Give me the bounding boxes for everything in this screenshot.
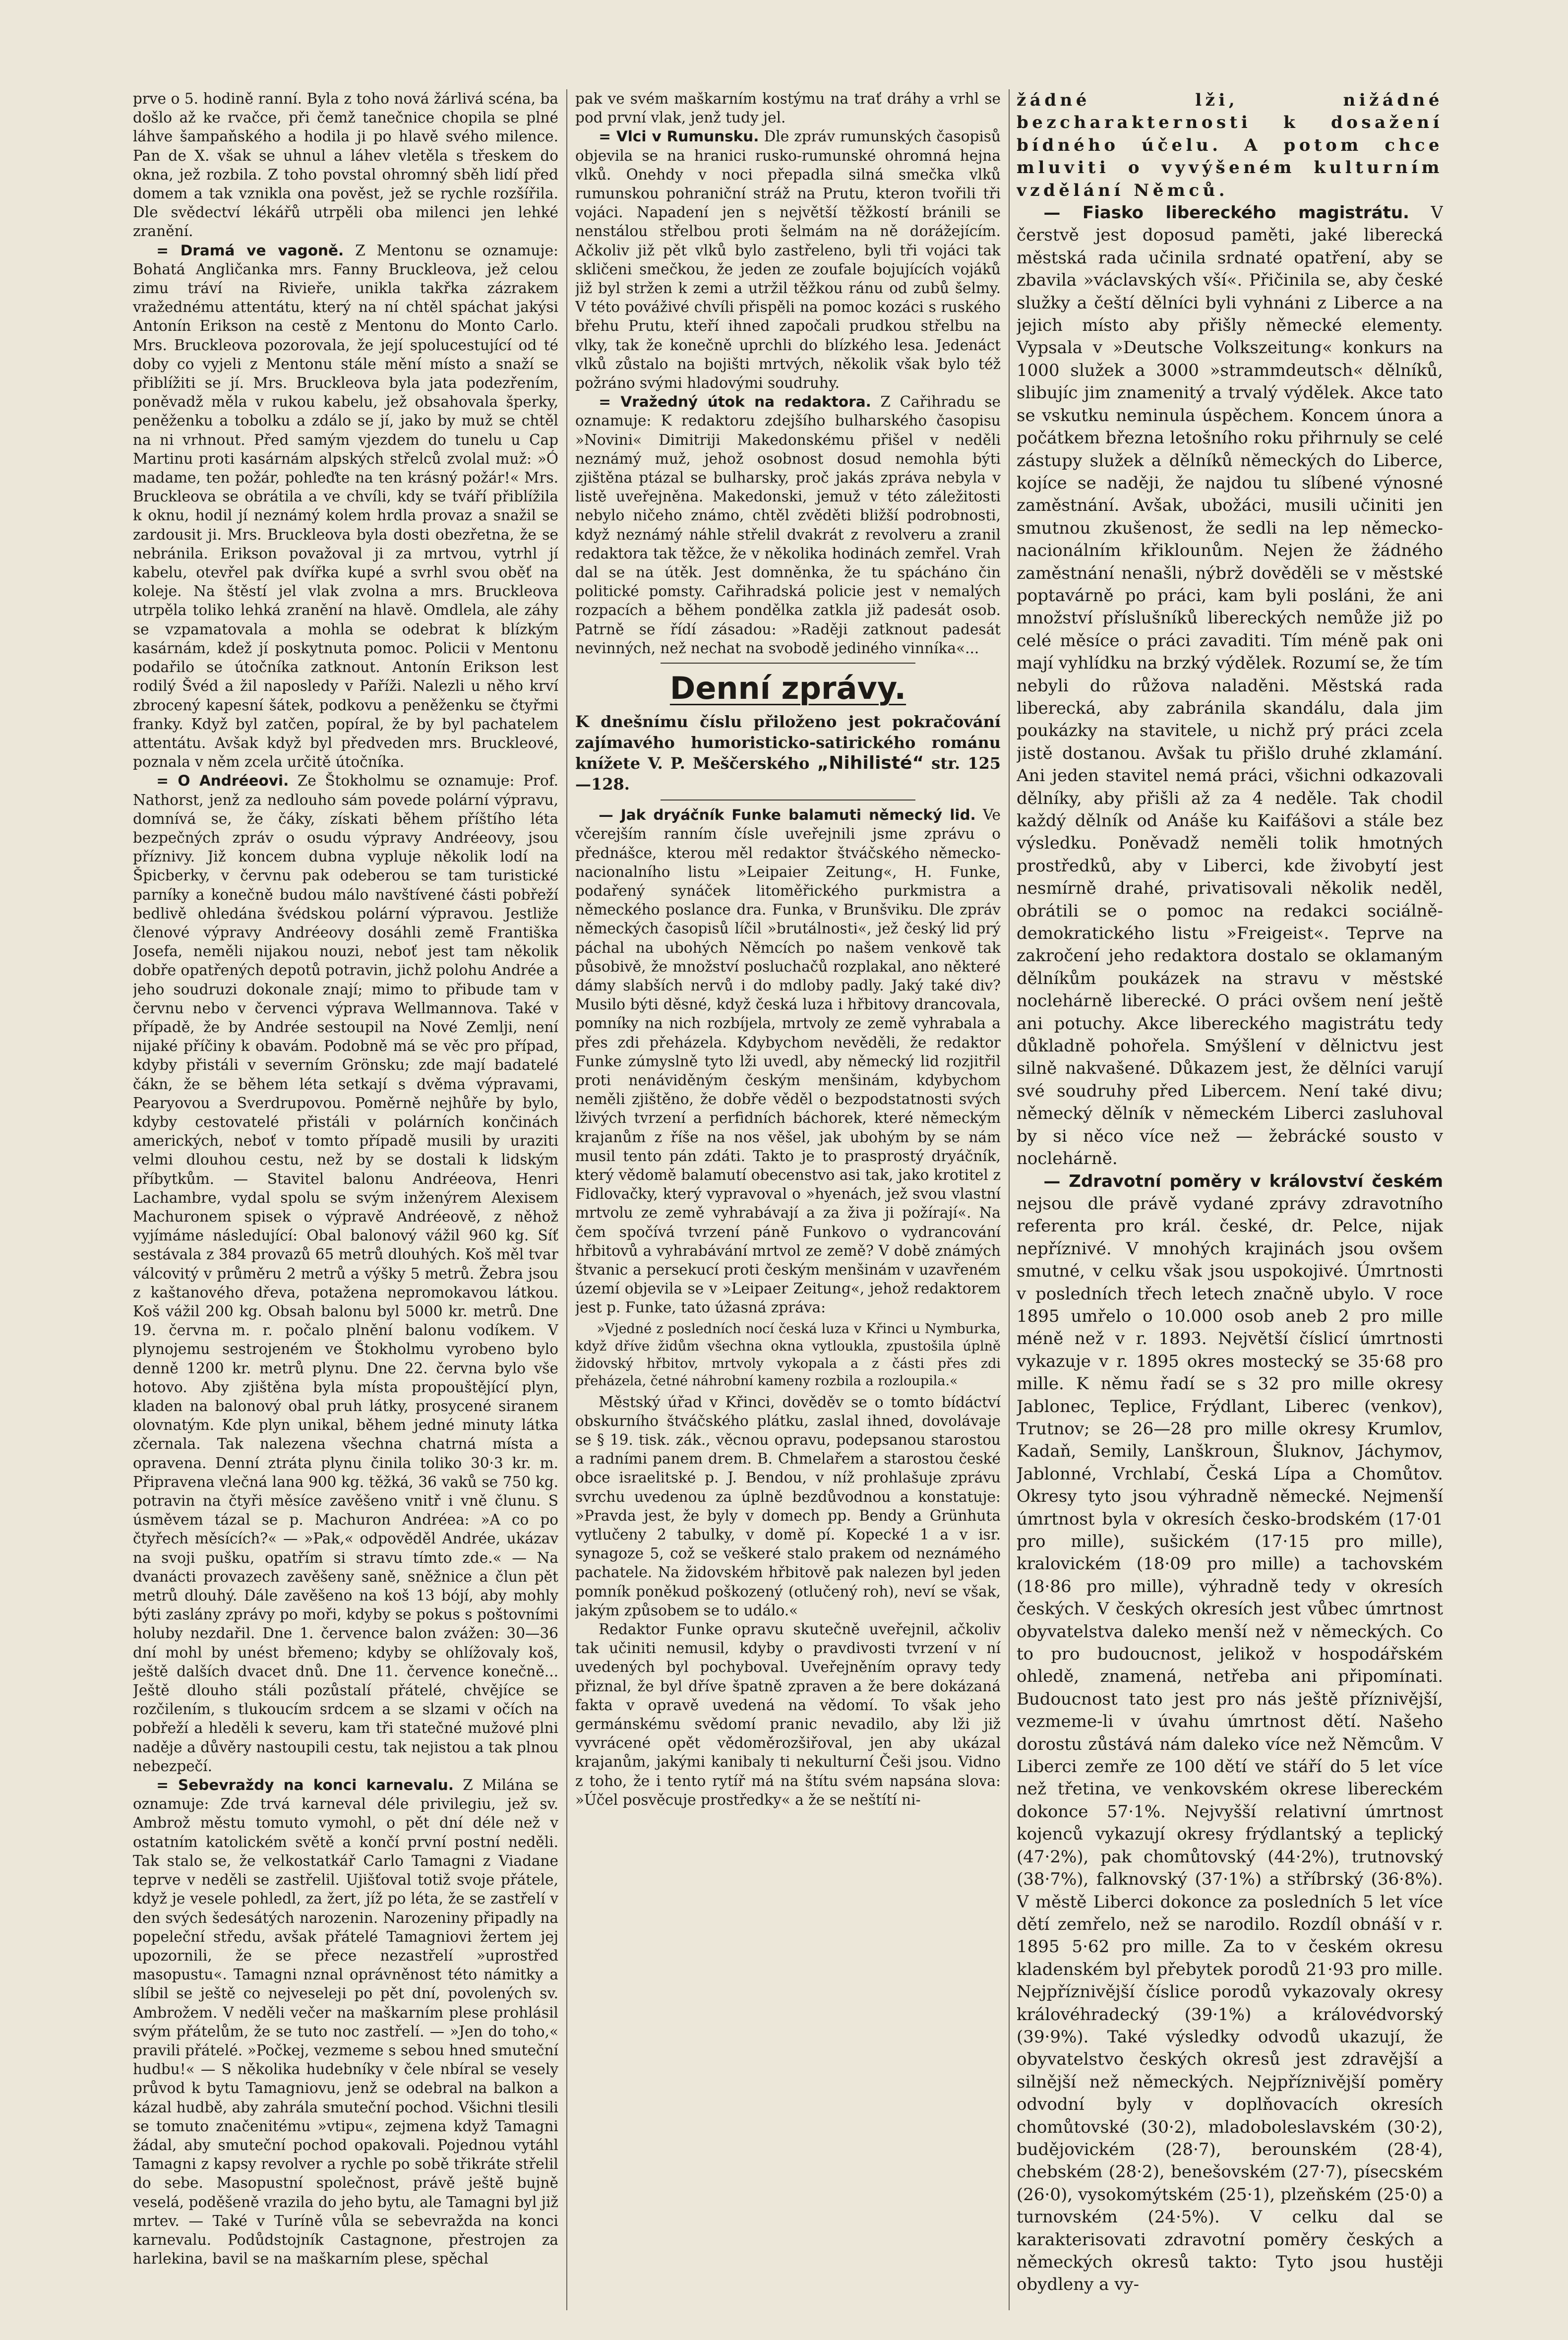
article-body: Z Milána se oznamuje: Zde trvá karneval déle privilegiu, jež sv. Ambrož městu tomuto vymohl, o pět dní déle než v ostatním katolickém světě a končí první postní neděli. Tak stalo se, že velkostatkář Carlo Tamagni z Viadane teprve v neděli se zastřelil. Ujišťoval totiž svoje přátele, když je vesele pohledl, za žert, jíž po léta, že se zastřelí v den svých šedesátých narozenin. Narozeniny připadly na popeleční středu, avšak přátelé Tamagniovi žertem jej upozornili, že se přece nezastřelí »uprostřed masopustu«. Tamagni nznal oprávněnost této námitky a slíbil se ještě co nejveseleji po pět dní, povolených sv. Ambrožem. V neděli večer na maškarním plese prohlásil svým přátelům, že se tuto noc zastřelí. — »Jen do toho,« pravili přátelé. »Počkej, vezmeme s sebou hned smuteční hudbu!« — S několika hudebníky v čele nbíral se vesely průvod k bytu Tamagniovu, jenž se odebral na balkon a kázal hudbě, aby zahrála smuteční pochod. Všichni tlesili se tomuto značenitému »vtipu«, zejmena když Tamagni žádal, aby smuteční pochod opakovali. Pojednou vytáhl Tamagni z kapsy revolver a rychle po sobě třikráte střelil do sebe. Masopustní společnost, právě ještě bujně veselá, poděšeně vrazila do jeho bytu, ale Tamagni byl již mrtev. — Také v Turíně vůla se sebevražda na konci karnevalu. Podůdstojník Castagnone, přestrojen za harlekina, bavil se na maškarním plese, spěchal [133,1777,558,2268]
article-headline: — Fiasko libereckého magistrátu. [1043,203,1409,223]
section-banner: Denní zprávy. [669,670,906,707]
article-body: Ze Štokholmu se oznamuje: Prof. Nathorst, jenž za nedlouho sám povede polární výpravu, domnívá se, že čáky, získati během příštího léta bezpečných zpráv o osudu výpravy Andréeovy, jsou příznivy. Již koncem dubna vypluje několik lodí na Špicberky, v červnu pak odeberou se tam turistické parníky a konečně budou málo navštívené části pobřeží bedlivě ohledána švédskou polární výpravou. Jestliže členové výpravy Andréeovy dosáhli země Františka Josefa, neměli nijakou nouzi, neboť jest tam několik dobře opatřených depotů potravin, jichž polohu Andrée a jeho soudruzi dokonale znají; mimo to přibude tam v červnu nebo v červenci výprava Wellmannova. Také v případě, že by Andrée sestoupil na Nové Zemlji, není nijaké příčiny k obavám. Podobně má se věc pro případ, kdyby přistáli v severním Grönsku; zde mají badatelé čákn, že se během léta setkají s dvěma výpravami, Pearyovou a Sverdrupovou. Poměrně nejhůře by bylo, kdyby cestovatelé přistáli v polárních končinách amerických, neboť v tomto případě musili by uraziti velmi dlouhou cestu, než by se dostali k lidským příbytkům. — Stavitel balonu Andréeova, Henri Lachambre, vydal spolu se svým inženýrem Alexisem Machuronem spisek o výpravě Andréeově, z něhož vyjímáme následující: Obal balonový vážil 960 kg. Síť sestávala z 384 provazů 65 metrů dlouhých. Koš měl tvar válcovitý v průměru 2 metrů a výšky 5 metrů. Žebra jsou z kaštanového dřeva, potažena nepromokavou látkou. Koš vážil 200 kg. Obsah balonu byl 5000 kr. metrů. Dne 19. června m. r. počalo plnění balonu vodíkem. V plynojemu sestrojeném ve Štokholmu vyrobeno bylo denně 1200 kr. metrů plynu. Dne 22. června bylo vše hotovo. Aby zjištěna byla místa propouštějící plyn, kladen na balonový obal pruh látky, prosycené siranem olovnatým. Kde plyn unikal, během jedné minuty látka zčernala. Tak nalezena všechna chatrná místa a opravena. Denní ztráta plynu činila toliko 30·3 kr. m. Připravena vlečná lana 900 kg. těžká, 36 vaků se 750 kg. potravin na čtyři měsíce zavěšeno vnitř i vně člunu. S úsměvem tázal se p. Machuron Andréea: »A co po čtyřech měsících?« — »Pak,« odpověděl Andrée, ukázav na svoji pušku, opatřím si stravu tímto zde.« — Na dvanácti provazech zavěšeny saně, sněžnice a člun pět metrů dlouhý. Dále zavěšeno na koš 13 bójí, aby mohly býti zaslány zprávy po moři, kdyby se pokus s poštovními holuby nezdařil. Dne 1. července balon zvážen: 30—36 dní mohl by unést břemeno; kdyby se ohlížovaly koš, ještě dalších dvacet dnů. Dne 11. července konečně... Ještě dlouho stáli pozůstalí přátelé, chvějíce se rozčilením, s tlukoucím srdcem a se slzami v očích na pobřeží a hleděli k severu, kam tři statečné mužové plni naděje a důvěry nastoupili cestu, tak nejistou a tak plnou nebezpečí. [133,772,558,1775]
notice-text: K dnešnímu číslu přiloženo jest pokračování zajímavého humoristicko-satirického románu knížete V. P. Meščerského [575,712,1001,773]
article-vlci-v-rumunsku [575,127,1001,392]
article-paragraph: Městský úřad v Křinci, dověděv se o tomto bídáctví obskurního štváčského plátku, zaslal ihned, dovolávaje se § 19. tisk. zák., věcnou opravu, podepsanou starostou a radními panem drem. B. Chmelařem a starostou české obce israelitské p. J. Bendou, v níž prohlašuje zprávu svrchu uvedenou za úplně bezdůvodnou a konstatuje: »Pravda jest, že byly v domech pp. Bendy a Grünhuta vytlučeny 2 tabulky, v domě pí. Kopecké 1 a v isr. synagoze 5, což se veškeré stalo prakem od neznámého pachatele. Na židovském hřbitově pak nalezen byl jeden pomník poněkud poškozený (otlučený roh), neví se však, jakým způsobem se to událo.« [575,1393,1001,1619]
article-funke [575,805,1001,1317]
article-dramat-ve-vagone [133,241,558,772]
section-separator [661,663,916,664]
article-body: Z Cařihradu se oznamuje: K redaktoru zdejšího bulharského časopisu »Novini« Dimitriji Makedonskému přišel v neděli neznámý muž, jehož osobnost dosud nemohla býti zjištěna ptázal se bulharsky, proč jakás zpráva nebyla v listě uveřejněna. Makedonski, jemuž v této záležitosti nebylo ničeho známo, chtěl zvěděti bližší podrobnosti, když neznámý náhle střelil dvakrát z revolveru a zranil redaktora tak těžce, že v několika hodinách zemřel. Vrah dal se na útěk. Jest domněnka, že tu spácháno čin politické pomsty. Cařihradská policie jest v nemalých rozpacích a během pondělka zatkla již padesát osob. Patrně se řídí zásadou: »Raději zatknout padesát nevinných, než nechat na svobodě jediného vinníka«... [575,393,1001,657]
supplement-notice [575,711,1001,795]
article-headline: = Vražedný útok na redaktora. [599,393,871,411]
article-sebevrazdy [133,1776,558,2268]
article-body: Ve včerejším ranním čísle uveřejnili jsme zprávu o přednášce, kterou měl redaktor štváčského německo-nacionalního listu »Leipaier Zeitung«, H. Funke, podařený synáček litoměřického purkmistra a německého poslance dra. Funka, v Brunšviku. Dle zpráv německých časopisů líčil »brutálnosti«, jež český lid prý páchal na ubohých Němcích po našem venkově tak působivě, že množství posluchačů rozplakal, ano některé dámy slabších nervů i do mdloby padly. Jaký také div? Musilo býti děsné, když česká luza i hřbitovy drancovala, pomníky na nich rozbíjela, mrtvoly ze země vyhrabala a přes zdi přeházela. Kdybychom nevěděli, že redaktor Funke zúmyslně tyto lži uvedl, aby německý lid rozjitřil proti nenáviděným českým menšinám, kdybychom neměli zjištěno, že dobře věděl o bezpodstatnosti svých lživých tvrzení a perfidních báchorek, které německým krajanům z říše na nos věšel, jak ubohým by se nám musil tento pán zdáti. Takto je to prasprostý dryáčník, který vědomě balamutí obecenstvo asi tak, jako krotitel z Fidlovačky, který vypravoval o »hyenách, jež svou vlastní mrtvolu ze země vyhrabávají a za živa ji požírají«. Na čem spočívá tvrzení páně Funkovo o vydrancování hřbitovů a vyhrabávání mrtvol ze země? V době známých štvanic a persekucí proti českým menšinám v uzavřeném území objevila se v »Leipaer Zeitung«, jehož redaktorem jest p. Funke, tato úžasná zpráva: [575,806,1001,1316]
article-fiasko-magistratu [1017,202,1443,1170]
article-headline: = Sebevraždy na konci karnevalu. [156,1777,454,1794]
article-paragraph: pak ve svém maškarním kostýmu na trať dráhy a vrhl se pod první vlak, jenž tudy jel. [575,90,1001,126]
article-headline: = O Andréeovi. [156,772,289,790]
article-vrazedny-utok [575,392,1001,658]
article-zdravotni-pomery [1017,1170,1443,2296]
article-headline: — Zdravotní poměry v království českém [1043,1171,1443,1191]
column-divider-2 [1009,89,1010,2310]
article-quote: »Vjedné z posledních nocí česká luza v Křinci u Nymburka, když dříve židům všechna okna vytloukla, zpustošila úplně židovský hřbitov, mrtvoly vykopala a z části přes zdi přeházela, četné náhrobní kameny rozbila a rozloupila.« [575,1321,1001,1389]
article-headline: = Vlci v Rumunsku. [599,128,759,145]
article-paragraph: Redaktor Funke opravu skutečně uveřejnil, ačkoliv tak učiniti nemusil, kdyby o pravdivosti tvrzení v ní uvedených byl pochyboval. Uveřejněním opravy tedy přiznal, že byl dříve špatně zpraven a že bere dokázaná fakta v opravě uvedená na vědomí. To však jeho germánskému svědomí pranic nevadilo, aby lži již vyvrácené opět vědoměrozšiřoval, jen aby ukázal krajanům, jakými kanibaly ti nekulturní Češi jsou. Vidno z toho, že i tento rytíř má na štítu svém napsána slova: »Účel posvěcuje prostředky« a že se neštítí ni- [575,1621,1001,1808]
column-1 [133,89,558,2310]
article-body: V čerstvě jest doposud paměti, jaké liberecká městská rada učinila srdnaté opatření, aby se zbavila »václavských vší«. Přičinila se, aby české služky a čeští dělníci byli vyhnáni z Liberce a na jejich místo aby přišly německé elementy. Vypsala v »Deutsche Volkszeitung« konkurs na 1000 služek a 3000 »strammdeutsch« dělníků, slibujíc jim znamenitý a trvalý výdělek. Akce tato se vskutku neminula úspěchem. Koncem února a počátkem března letošního roku přihrnuly se celé zástupy služek a dělníků německých do Liberce, kojíce se naději, že najdou tu slíbené výnosné zaměstnání. Avšak, ubožáci, musili učiniti jen smutnou zkušenost, že sedli na lep německo-nacionálním křiklounům. Nejen že žádného zaměstnání nenašli, nýbrž dověděli se v městské poptavárně po práci, kam byli posláni, že ani množství příslušníků libereckých nemůže již po celé měsíce o práci zavaditi. Tím méně pak oni mají vyhlídku na brzký výdělek. Rozumí se, že tím nebyli do růžova naladěni. Městská rada liberecká, aby zabránila skandálu, dala jim poukázky na stavitele, u nichž prý práci zcela jistě dostanou. Avšak tu přišlo druhé zklamání. Ani jeden stavitel nemá práci, všichni odkazovali dělníky, aby přišli až za 4 neděle. Tak chodil každý dělník od Anáše ku Kaifášovi a stále bez výsledku. Poněvadž neměli tolik hmotných prostředků, aby v Liberci, kde živobytí jest nesmírně drahé, privatisovali několik neděl, obrátili se o pomoc na redakci sociálně-demokratického listu »Freigeist«. Teprve na zakročení jeho redaktora dostalo se oklamaným dělníkům poukázek na stravu v městské noclehárně liberecké. O práci ovšem není ještě ani potuchy. Akce libereckého magistrátu tedy důkladně pohořela. Smýšlení v dělnictvu jest silně nakvašené. Důkazem jest, že dělníci varují své soudruhy před Libercem. Není také divu; německý dělník v německém Liberci zasluhoval by si něco více než — žebrácké sousto v noclehárně. [1017,203,1443,1169]
notice-pages: str. 125—128. [575,754,1001,794]
article-headline: = Dramá ve vagoně. [156,242,344,259]
article-headline: — Jak dryáčník Funke balamuti německý lid. [599,806,976,824]
column-3 [1017,89,1443,2310]
article-body: nejsou dle právě vydané zprávy zdravotního referenta pro král. české, dr. Pelce, nijak nepříznivé. V mnohých krajinách jsou ovšem smutné, v celku však jsou uspokojivé. Úmrtnosti v posledních třech letech značně ubylo. V roce 1895 umřelo o 10.000 osob aneb 2 pro mille méně než v r. 1893. Největší číslicí úmrtnosti vykazuje v r. 1895 okres mostecký se 35·68 pro mille. K němu řadí se s 32 pro mille okresy Jablonec, Teplice, Frýdlant, Liberec (venkov), Trutnov; se 26—28 pro mille okresy Krumlov, Kadaň, Semily, Lanškroun, Šluknov, Jáchymov, Jablonné, Vrchlabí, Česká Lípa a Chomůtov. Okresy tyto jsou výhradně německé. Nejmenší úmrtnost byla v okresích česko-brodském (17·01 pro mille), sušickém (17·15 pro mille), kralovickém (18·09 pro mille) a tachovském (18·86 pro mille), výhradně tedy v okresích českých. V českých okresích jest vůbec úmrtnost obyvatelstva daleko menší než v německých. Co to pro budoucnost, jelikož v hospodářském ohledě, znamená, netřeba ani připomínati. Budoucnost tato jest pro nás ještě příznivější, vezmeme-li v úvahu úmrtnost dětí. Našeho dorostu zůstává nám daleko více než Němcům. V Liberci zemře ze 100 dětí ve stáří do 5 let více než třetina, ve venkovském okrese libereckém dokonce 57·1%. Nejvyšší relativní úmrtnost kojenců vykazují okresy frýdlantský a teplický (47·2%), pak chomůtovský (44·2%), trutnovský (38·7%), falknovský (37·1%) a stříbrský (36·8%). V městě Liberci dokonce za posledních 5 let více dětí zemřelo, než se narodilo. Rozdíl obnáší v r. 1895 5·62 pro mille. Za to v českém okresu kladenském byl přebytek porodů 21·93 pro mille. Nejpříznivější číslice porodů vykazovaly okresy královéhradecký (39·1%) a královédvorský (39·9%). Také výsledky odvodů ukazují, že obyvatelstvo českých okresů jest zdravější a silnější než německých. Nejpříznivější poměry odvodní byly v doplňovacích okresích chomůtovské (30·2), mladoboleslavském (30·2), budějovickém (28·7), berounském (28·4), chebském (28·2), benešovském (27·7), písecském (26·0), vysokomýtském (25·1), plzeňském (25·0) a turnovském (24·5%). V celku dal se karakterisovati zdravotní poměry českých a německých okresů takto: Tyto jsou hustěji obydleny a vy- [1017,1193,1443,2295]
article-o-andreeovi [133,771,558,1776]
article-body: Z Mentonu se oznamuje: Bohatá Angličanka mrs. Fanny Bruckleova, jež celou zimu tráví na Rivieře, unikla takřka zázrakem vražednému attentátu, který na ní chtěl spáchat jakýsi Antonín Erikson na cestě z Mentonu do Monto Carlo. Mrs. Bruckleova pozorovala, že její spolucestující od té doby co vyjeli z Mentonu stále mění místo a snaží se přiblížiti se jí. Mrs. Bruckleova byla jata podezřením, poněvadž měla v rukou kabelu, jež obsahovala šperky, peněženku a tobolku a zdálo se jí, jako by muž se chtěl na ni vrhnout. Před samým vjezdem do tunelu u Cap Martinu proti kasárnám alpských střelců zvolal muž: »Ó madame, ten požár, pohleďte na ten krásný požár!« Mrs. Bruckleova se obrátila a ve chvíli, kdy se tváří přiblížila k oknu, hodil jí neznámý kolem hrdla provaz a snažil se zardousit ji. Mrs. Bruckleova byla dosti obezřetna, že se nebránila. Erikson považoval ji za mrtvou, vytrhl jí kabelu, otevřel pak dvířka kupé a svrhl svou oběť na koleje. Na štěstí jel vlak zvolna a mrs. Bruckleova utrpěla toliko lehká zranění na hlavě. Omdlela, ale záhy se vzpamatovala a mohla se odebrat k blízkým kasárnám, kdež jí poskytnuta pomoc. Policii v Mentonu podařilo se útočníka zatknout. Antonín Erikson lest rodilý Švéd a žil naposledy v Paříži. Nalezli u něho krví zbrocený kapesní šátek, podkovu a peněženku se čtyřmi franky. Když byl zatčen, popíral, že by byl pachatelem attentátu. Avšak když byl předveden mrs. Bruckleové, poznala v něm zcela určitě útočníka. [133,242,558,771]
column-2 [575,89,1001,2310]
article-paragraph: žádné lži, nižádné bezcharakternosti k dosažení bídného účelu. A potom chce mluviti o vyvýšeném kulturním vzdělání Němců. [1017,90,1443,200]
column-divider-1 [566,89,567,2310]
section-separator [661,800,916,801]
article-paragraph: prve o 5. hodině ranní. Byla z toho nová žárlivá scéna, ba došlo až ke rvačce, při čemž tanečnice chopila se plné láhve šampaňského a hodila ji po hlavě svého milence. Pan de X. však se uhnul a láhev vletěla s třeskem do okna, jež rozbila. Z toho povstal ohromný sběh lidí před domem a tak vznikla ona pověst, jež se rychle rozšířila. Dle svědectví lékářů utrpěli oba milenci jen lehké zranění. [133,90,558,240]
notice-novel-title: „Nihilisté“ [817,753,924,774]
article-body: Dle zpráv rumunských časopisů objevila se na hranici rusko-rumunské ohromná hejna vlků. Onehdy v noci přepadla silná smečka vlků rumunskou pohraniční stráž na Prutu, kteron tvořili tři vojáci. Napadení jen s největší těžkostí bránili se nenstálou střelbou proti šelmám na ně dorážejícím. Ačkoliv již pět vlků bylo zastřeleno, byli tři vojáci tak skličeni smečkou, že jeden ze zoufale bojujících vojáků již byl stržen k zemi a utržil těžkou ránu od zubů šelmy. V této pováživé chvíli přispěli na pomoc kozáci s ruského břehu Prutu, kteří ihned započali prudkou střelbu na vlky, tak že konečně uprchli do blízkého lesa. Jedenáct vlků zůstalo na bojišti mrtvých, několik však bylo též požráno svými hladovými soudruhy. [575,128,1001,392]
